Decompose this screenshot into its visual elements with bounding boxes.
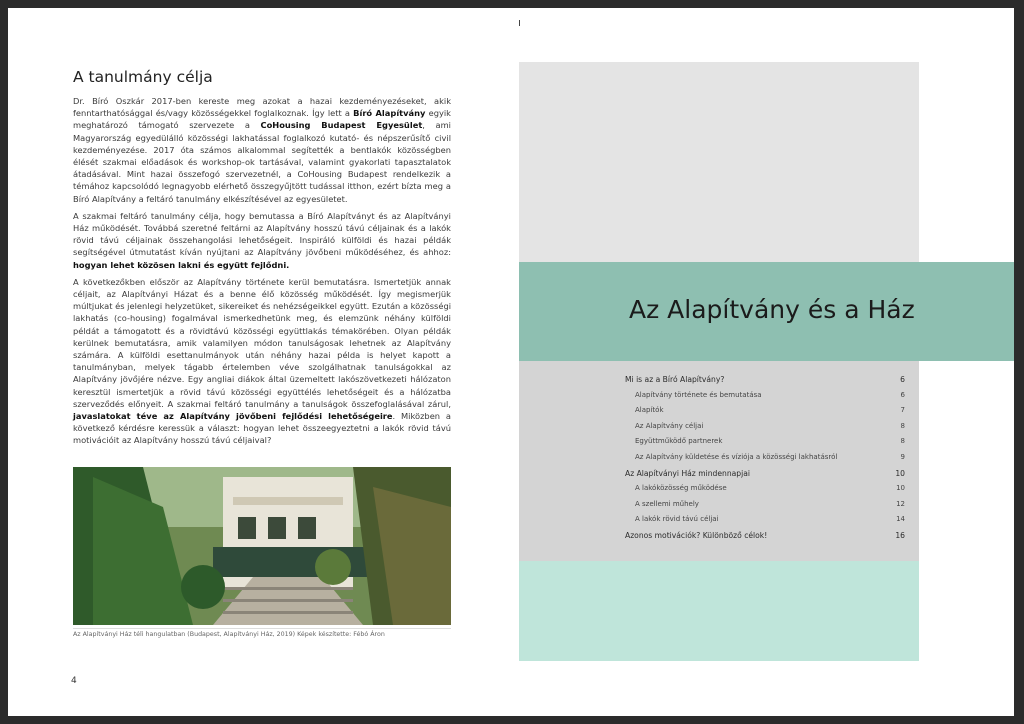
table-of-contents	[625, 375, 905, 547]
toc-page-number: 10	[896, 484, 905, 493]
chapter-band	[519, 262, 1014, 361]
toc-label: Alapítvány története és bemutatása	[635, 390, 762, 399]
bold-text: Bíró Alapítvány	[353, 108, 426, 119]
grey-block-top	[519, 62, 919, 262]
toc-label: A lakók rövid távú céljai	[635, 515, 719, 524]
toc-label: Az Alapítvány küldetése és víziója a közösségi lakhatásról	[635, 452, 838, 461]
left-page	[8, 8, 511, 716]
crop-mark	[519, 20, 520, 26]
text-run: egyik meghatározó támogató szervezete a	[73, 108, 451, 131]
toc-subentry	[625, 406, 905, 422]
body-paragraph	[73, 276, 451, 447]
text-run: Dr. Bíró Oszkár 2017-ben kereste meg azokat a hazai kezdeményezéseket, akik fenntarthatósággal és/vagy közösségekkel foglalkoznak. Így lett a	[73, 96, 451, 119]
toc-label: A szellemi műhely	[635, 499, 699, 508]
text-run: . Miközben a következő kérdésre keressük a választ: hogyan lehet összeegyeztetni a lakók rövid távú motivációit az Alapítvány hosszú távú céljaival?	[73, 411, 451, 446]
toc-page-number: 8	[900, 421, 905, 430]
toc-page-number: 6	[900, 375, 905, 384]
toc-page-number: 6	[900, 390, 905, 399]
toc-entry	[625, 375, 905, 391]
toc-page-number: 12	[896, 499, 905, 508]
mint-block-bottom	[519, 561, 919, 661]
toc-page-number: 10	[895, 468, 905, 478]
chapter-heading: Az Alapítvány és a Ház	[629, 295, 915, 324]
toc-subentry	[625, 422, 905, 438]
toc-label: Azonos motivációk? Különböző célok!	[625, 530, 768, 540]
toc-label: Alapítók	[635, 406, 664, 415]
right-page	[511, 8, 1014, 716]
page-title: A tanulmány célja	[73, 68, 213, 86]
bold-text: hogyan lehet közösen lakni és együtt fejlődni.	[73, 259, 290, 270]
toc-subentry	[625, 484, 905, 500]
toc-entry	[625, 469, 905, 485]
toc-page-number: 7	[900, 406, 905, 415]
toc-page-number: 14	[896, 515, 905, 524]
page-number: 4	[71, 676, 77, 686]
toc-page-number: 8	[900, 437, 905, 446]
house-photo	[73, 467, 451, 625]
body-text	[73, 95, 451, 452]
toc-label: Mi is az a Bíró Alapítvány?	[625, 375, 725, 384]
toc-page-number: 16	[895, 530, 905, 540]
bold-text: javaslatokat téve az Alapítvány jövőbeni fejlődési lehetőségeire	[73, 411, 393, 422]
toc-label: Együttműködő partnerek	[635, 437, 723, 446]
body-paragraph	[73, 95, 451, 205]
photo-caption: Az Alapítványi Ház télì hangulatban (Budapest, Alapítványi Ház, 2019) Képek készítette: Fébó Áron	[73, 628, 451, 638]
toc-label: Az Alapítványi Ház mindennapjai	[625, 468, 750, 478]
toc-subentry	[625, 437, 905, 453]
toc-subentry	[625, 515, 905, 531]
bold-text: CoHousing Budapest Egyesület	[260, 120, 423, 131]
text-run: A következőkben először az Alapítvány története kerül bemutatásra. Ismertetjük annak céljait, az Alapítványi Házat és a benne élő közösség működését. Így megismerjük múltjukat és jelenlegi helyzetüket, sikereiket és nehézségeikkel együtt. Ezután a közösségi lakhatás (co-housing) fogalmával ismerkedhetünk meg, és elemzünk néhány külföldi példát a támogatott és a rövidtávú közösségi együttlakás témakörében. Olyan példák kerülnek bemutatásra, amik valamilyen módon tanulságosak lehetnek az Alapítvány számára. A külföldi esettanulmányok után néhány hazai példa is helyet kapott a tanulmányban, melyek tágabb értelemben véve szolgálhatnak tanulságokkal az Alapítvány jövőjére nézve. Egy angliai diákok által üzemeltett lakószövetkezeti hálózaton keresztül ismertetjük a rövid távú közösségi együttélés lehetőségeit és a hálózatba szerveződés előnyeit. A szakmai feltáró tanulmány a tanulságok összefoglalásával zárul,	[73, 276, 452, 409]
toc-label: Az Alapítvány céljai	[635, 421, 704, 430]
toc-subentry	[625, 453, 905, 469]
toc-subentry	[625, 500, 905, 516]
toc-label: A lakóközösség működése	[635, 484, 727, 493]
body-paragraph	[73, 210, 451, 271]
toc-page-number: 9	[900, 452, 905, 461]
text-run: A szakmai feltáró tanulmány célja, hogy bemutassa a Bíró Alapítványt és az Alapítványi Ház működését. Továbbá szeretné feltárni az Alapítvány hosszú távú céljainak és a lakók rövid távú céljainak összehangolási lehetőségeit. Inspiráló külföldi és hazai példák segítségével útmutatást kíván nyújtani az Alapítvány jövőbeni működéséhez, és ahhoz:	[73, 210, 451, 258]
text-run: , ami Magyarország egyedülálló közösségi lakhatással foglalkozó kutató- és népszerűsítő civil kezdeményezése. 2017 óta számos alkalommal segítették a bentlakók közösségben élését szakmai előadások és workshop-ok tartásával, valamint gyakorlati tapasztalatok átadásával. Mint hazai összefogó szervezetnél, a CoHousing Budapest rendelkezik a témához kapcsolódó legnagyobb elérhető összegyűjtött tudással itthon, ezért bízta meg a Bíró Alapítvány a feltáró tanulmány elkészítésével az egyesületet.	[73, 120, 451, 204]
toc-entry	[625, 531, 905, 547]
toc-subentry	[625, 391, 905, 407]
document-spread	[8, 8, 1014, 716]
